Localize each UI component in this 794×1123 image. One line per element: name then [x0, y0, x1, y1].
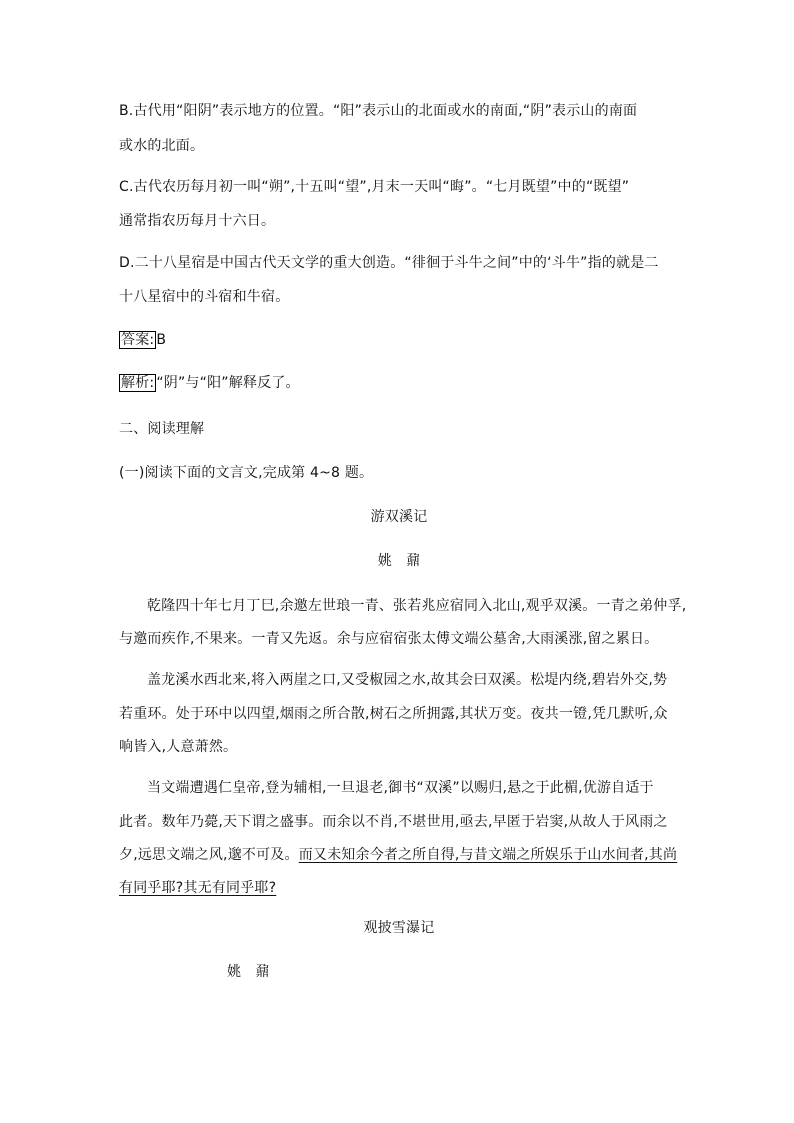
- option-d-line-2: 十八星宿中的斗宿和牛宿。: [119, 289, 290, 305]
- essay1-author: 姚 鼐: [377, 553, 421, 569]
- option-c-line-1: C.古代农历每月初一叫“朔”,十五叫“望”,月末一天叫“晦”。“七月既望”中的“既望”: [119, 179, 630, 195]
- option-c-line-2: 通常指农历每月十六日。: [119, 213, 276, 229]
- analysis-text: “阴”与“阳”解释反了。: [156, 375, 300, 391]
- essay2-author: 姚 鼐: [227, 964, 270, 980]
- essay1-p3-underlined-a: 而又未知余今者之所自得,与昔文端之所娱乐于山水间者,其尚: [298, 847, 678, 863]
- analysis-label: 解析:: [121, 375, 155, 391]
- option-b-line-2: 或水的北面。: [119, 138, 205, 154]
- essay1-p3-line-2: 此者。数年乃薨,天下谓之盛事。而余以不肖,不堪世用,亟去,早匿于岩窦,从故人于风雨之: [119, 814, 668, 830]
- option-b-line-1: B.古代用“阳阴”表示地方的位置。“阳”表示山的北面或水的南面,“阴”表示山的南面: [119, 103, 638, 119]
- answer-label: 答案:: [121, 332, 155, 348]
- essay1-p2-line-2: 若重环。处于环中以四望,烟雨之所合散,树石之所拥露,其状万变。夜共一镫,凭几默听,众: [119, 706, 668, 722]
- essay1-p1-line-2: 与邀而疾作,不果来。一青又先返。余与应宿宿张太傅文端公墓舍,大雨溪涨,留之累日。: [119, 631, 659, 647]
- essay1-p3-line-1: 当文端遭遇仁皇帝,登为辅相,一旦退老,御书“双溪”以赐归,悬之于此楣,优游自适于: [147, 780, 654, 796]
- essay1-p3-line-3-plain: 夕,远思文端之风,邈不可及。: [119, 847, 299, 863]
- essay1-p2-line-1: 盖龙溪水西北来,将入两崖之口,又受椒园之水,故其会曰双溪。松堤内绕,碧岩外交,势: [147, 672, 668, 688]
- essay2-title: 观披雪瀑记: [363, 920, 435, 936]
- essay1-title: 游双溪记: [370, 509, 428, 525]
- essay1-p1-line-1: 乾隆四十年七月丁巳,余邀左世琅一青、张若兆应宿同入北山,观乎双溪。一青之弟仲孚,: [147, 598, 687, 614]
- option-d-line-1: D.二十八星宿是中国古代天文学的重大创造。“徘徊于斗牛之间”中的‘斗牛”指的就是二: [119, 255, 659, 271]
- answer-line: [119, 330, 166, 350]
- answer-value: B: [156, 332, 167, 348]
- essay1-p3-line-3: [119, 845, 677, 865]
- analysis-line: [119, 373, 300, 393]
- section-title: 二、阅读理解: [119, 421, 205, 437]
- section-instruction: (一)阅读下面的文言文,完成第 4~8 题。: [119, 465, 374, 481]
- essay1-p2-line-3: 响皆入,人意萧然。: [119, 739, 238, 755]
- essay1-p3-underlined-b: 有同乎耶?其无有同乎耶?: [119, 880, 277, 896]
